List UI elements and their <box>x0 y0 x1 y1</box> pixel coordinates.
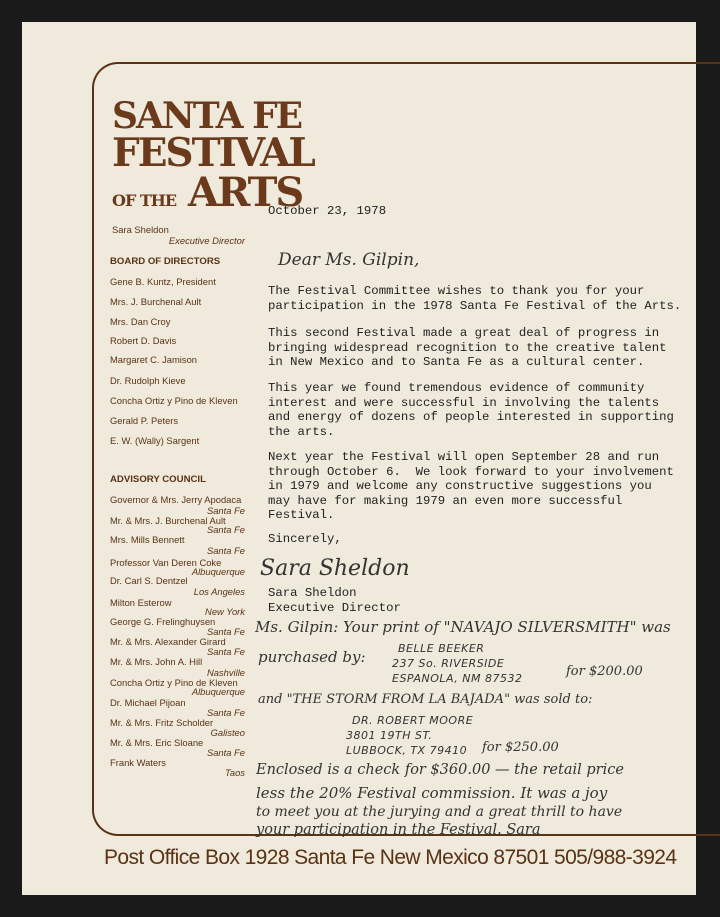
advisory-name: Dr. Carl S. Dentzel <box>110 575 188 586</box>
handwritten-note-line-4: Enclosed is a check for $360.00 — the retail price <box>256 762 624 778</box>
buyer-2-name: DR. ROBERT MOORE <box>352 714 474 727</box>
advisory-place: Santa Fe <box>206 545 245 556</box>
advisory-name: Mr. & Mrs. J. Burchenal Ault <box>110 515 226 526</box>
board-member: E. W. (Wally) Sargent <box>110 435 200 446</box>
advisory-place: Albuquerque <box>191 686 245 697</box>
letter-date: October 23, 1978 <box>268 204 387 218</box>
advisory-place: Nashville <box>206 667 245 678</box>
advisory-place: Santa Fe <box>206 646 245 657</box>
signer-name: Sara Sheldon <box>268 586 357 600</box>
buyer-1-price: for $200.00 <box>566 664 643 679</box>
advisory-name: Dr. Michael Pijoan <box>110 697 186 708</box>
advisory-place: Galisteo <box>210 727 245 738</box>
advisory-name: Mr. & Mrs. Alexander Girard <box>110 636 226 647</box>
advisory-place: Santa Fe <box>206 524 245 535</box>
handwritten-note-line-6: to meet you at the jurying and a great thrill to have <box>256 804 623 820</box>
handwritten-salutation: Dear Ms. Gilpin, <box>278 250 420 270</box>
director-title: Executive Director <box>168 235 245 246</box>
director-name: Sara Sheldon <box>112 224 169 235</box>
advisory-place: Albuquerque <box>191 566 245 577</box>
advisory-place: Santa Fe <box>206 505 245 516</box>
advisory-place: Santa Fe <box>206 626 245 637</box>
board-member: Dr. Rudolph Kieve <box>110 375 186 386</box>
advisory-place: Taos <box>225 767 245 778</box>
letter-paragraph-3: This year we found tremendous evidence of community interest and were successful in involving the talents and energy of dozens of people interested in supporting the arts. <box>268 381 674 439</box>
festival-logo <box>112 95 314 216</box>
advisory-name: Governor & Mrs. Jerry Apodaca <box>110 494 242 505</box>
buyer-2-price: for $250.00 <box>482 740 559 755</box>
board-member: Robert D. Davis <box>110 335 177 346</box>
board-heading: BOARD OF DIRECTORS <box>110 256 221 267</box>
advisory-place: Santa Fe <box>206 747 245 758</box>
letter-paragraph-4: Next year the Festival will open September 28 and run through October 6. We look forward to your involvement in 1979 and welcome any constructive suggestions you may have for making 1979 an even more successful Festival. <box>268 450 674 523</box>
letter-paragraph-2: This second Festival made a great deal of progress in bringing widespread recognition to the creative talent in New Mexico and to Santa Fe as a cultural center. <box>268 326 667 370</box>
advisory-place: Santa Fe <box>206 707 245 718</box>
board-member: Margaret C. Jamison <box>110 354 198 365</box>
handwritten-note-line-5: less the 20% Festival commission. It was a joy <box>256 784 608 802</box>
advisory-name: Mrs. Mills Bennett <box>110 534 185 545</box>
buyer-2-city: LUBBOCK, TX 79410 <box>346 744 468 757</box>
advisory-name: Mr. & Mrs. Fritz Scholder <box>110 717 214 728</box>
buyer-1-city: ESPANOLA, NM 87532 <box>392 672 523 685</box>
buyer-2-street: 3801 19TH ST. <box>346 729 433 742</box>
advisory-name: Milton Esterow <box>110 597 172 608</box>
advisory-name: Concha Ortiz y Pino de Kleven <box>110 677 238 688</box>
handwritten-note-line-2: purchased by: <box>258 648 366 666</box>
advisory-name: Frank Waters <box>110 757 166 768</box>
advisory-name: Mr. & Mrs. John A. Hill <box>110 656 203 667</box>
advisory-name: George G. Frelinghuysen <box>110 616 216 627</box>
logo-line-1: SANTA FE <box>112 95 302 137</box>
buyer-1-name: BELLE BEEKER <box>398 642 485 655</box>
signer-title: Executive Director <box>268 601 401 615</box>
board-member: Gene B. Kuntz, President <box>110 276 216 287</box>
advisory-name: Professor Van Deren Coke <box>110 557 222 568</box>
board-member: Gerald P. Peters <box>110 415 179 426</box>
signature: Sara Sheldon <box>260 556 410 581</box>
advisory-name: Mr. & Mrs. Eric Sloane <box>110 737 204 748</box>
advisory-place: Los Angeles <box>193 586 245 597</box>
board-member: Concha Ortiz y Pino de Kleven <box>110 395 238 406</box>
board-member: Mrs. Dan Croy <box>110 316 171 327</box>
logo-line-2: FESTIVAL <box>112 130 314 176</box>
logo-arts: ARTS <box>188 169 303 216</box>
handwritten-note-line-3: and "THE STORM FROM LA BAJADA" was sold to: <box>258 692 593 707</box>
buyer-1-street: 237 So. RIVERSIDE <box>392 657 505 670</box>
board-member: Mrs. J. Burchenal Ault <box>110 296 202 307</box>
handwritten-note-line-1: Ms. Gilpin: Your print of "NAVAJO SILVERSMITH" was <box>255 618 671 636</box>
footer-address: Post Office Box 1928 Santa Fe New Mexico 87501 505/988-3924 <box>104 846 677 869</box>
letter-paragraph-1: The Festival Committee wishes to thank you for your participation in the 1978 Santa Fe Festival of the Arts. <box>268 284 682 313</box>
advisory-place: New York <box>205 606 245 617</box>
logo-of-the: OF THE <box>112 191 177 210</box>
handwritten-note-line-7: your participation in the Festival. Sara <box>256 822 541 838</box>
letter-closing: Sincerely, <box>268 532 342 546</box>
advisory-heading: ADVISORY COUNCIL <box>110 474 206 485</box>
